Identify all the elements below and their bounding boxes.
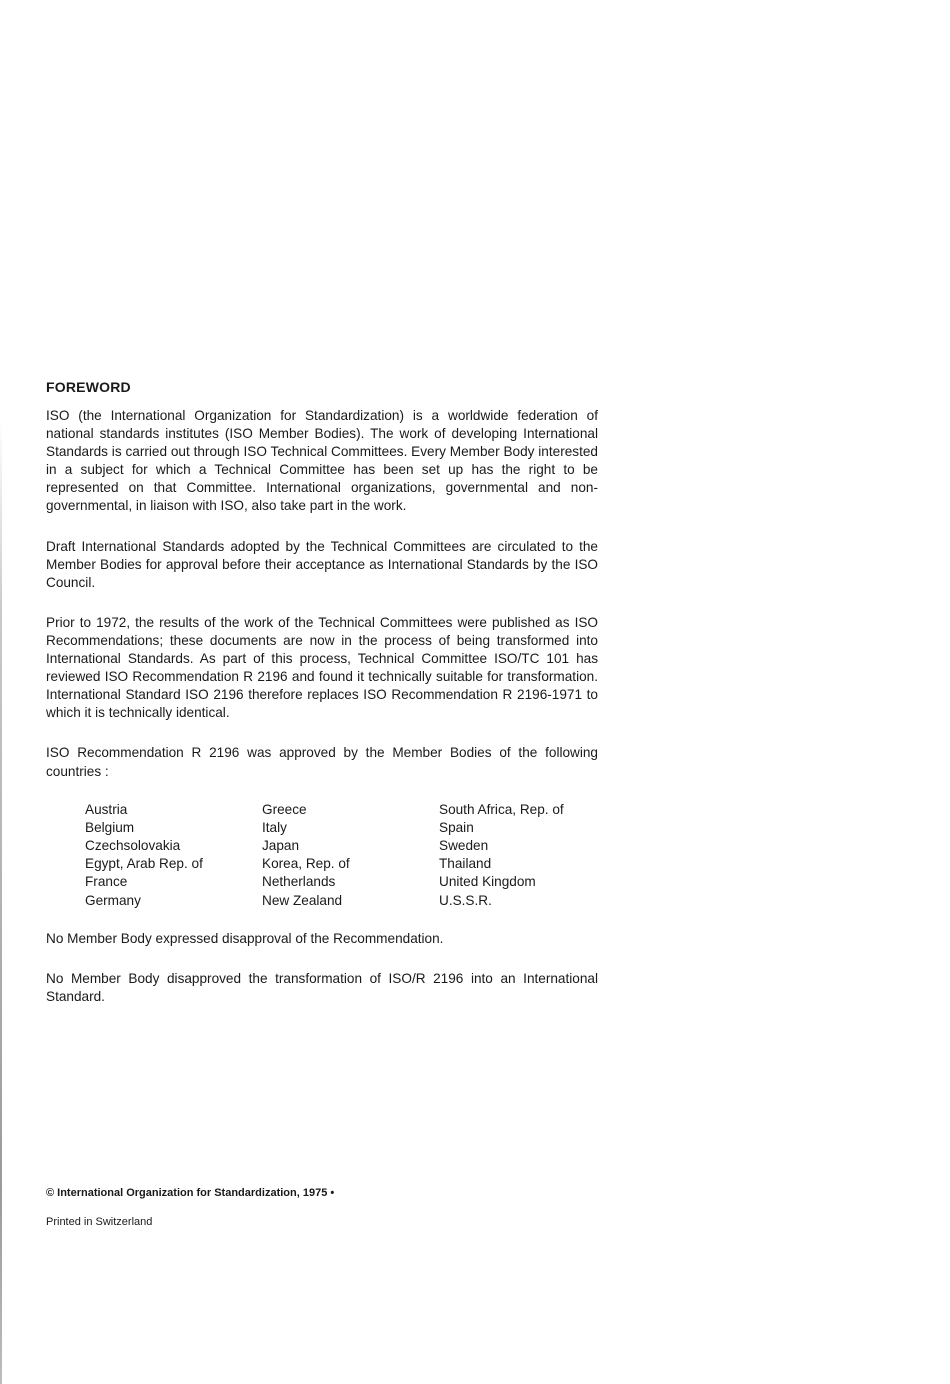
country-item: Belgium	[85, 819, 135, 835]
printed-in-note: Printed in Switzerland	[46, 1216, 153, 1228]
country-item: Netherlands	[262, 874, 336, 890]
country-item: Sweden	[439, 838, 489, 853]
foreword-section	[46, 378, 598, 1028]
country-item: Greece	[262, 801, 307, 817]
scan-page-edge	[0, 420, 2, 1384]
copyright-notice: © International Organization for Standardization, 1975 •	[46, 1187, 335, 1199]
country-item: South Africa, Rep. of	[439, 801, 564, 817]
country-item: Italy	[262, 819, 287, 835]
page-footer	[46, 1186, 334, 1229]
approving-countries-list	[85, 801, 598, 910]
disapproval-note: No Member Body expressed disapproval of the Recommendation.	[46, 930, 444, 946]
foreword-heading: FOREWORD	[46, 379, 131, 395]
approval-intro-paragraph: ISO Recommendation R 2196 was approved by the Member Bodies of the following countries :	[46, 745, 598, 779]
foreword-paragraph: ISO (the International Organization for Standardization) is a worldwide federation of national standards institutes (ISO Member Bodies). The work of developing International Standards is carried out through ISO Technical Committees. Every Member Body interested in a subject for which a Technical Committee has been set up has the right to be represented on that Committee. International organizations, governmental and non-governmental, in liaison with ISO, also take part in the work.	[46, 408, 598, 514]
foreword-paragraph: Draft International Standards adopted by the Technical Committees are circulated to the Member Bodies for approval before their acceptance as International Standards by the ISO Council.	[46, 538, 598, 590]
country-column	[85, 801, 262, 910]
transformation-note: No Member Body disapproved the transformation of ISO/R 2196 into an International Standard.	[46, 970, 598, 1004]
country-item: Czechsolovakia	[85, 838, 181, 853]
country-item: France	[85, 874, 128, 890]
country-item: Spain	[439, 819, 474, 835]
country-item: New Zealand	[262, 892, 343, 908]
country-item: Korea, Rep. of	[262, 856, 350, 872]
foreword-paragraph: Prior to 1972, the results of the work of the Technical Committees were published as ISO Recommendations; these documents are now in the process of being transformed into International Standards. As part of this process, Technical Committee ISO/TC 101 has reviewed ISO Recommendation R 2196 and found it technically suitable for transformation. International Standard ISO 2196 therefore replaces ISO Recommendation R 2196-1971 to which it is technically identical.	[46, 614, 598, 721]
country-item: Thailand	[439, 856, 492, 872]
country-item: U.S.S.R.	[439, 892, 492, 908]
country-item: Japan	[262, 838, 300, 853]
country-item: Austria	[85, 801, 128, 817]
country-column	[439, 801, 609, 910]
country-column	[262, 801, 439, 910]
country-item: Germany	[85, 892, 141, 908]
country-item: Egypt, Arab Rep. of	[85, 856, 203, 872]
country-item: United Kingdom	[439, 874, 536, 890]
